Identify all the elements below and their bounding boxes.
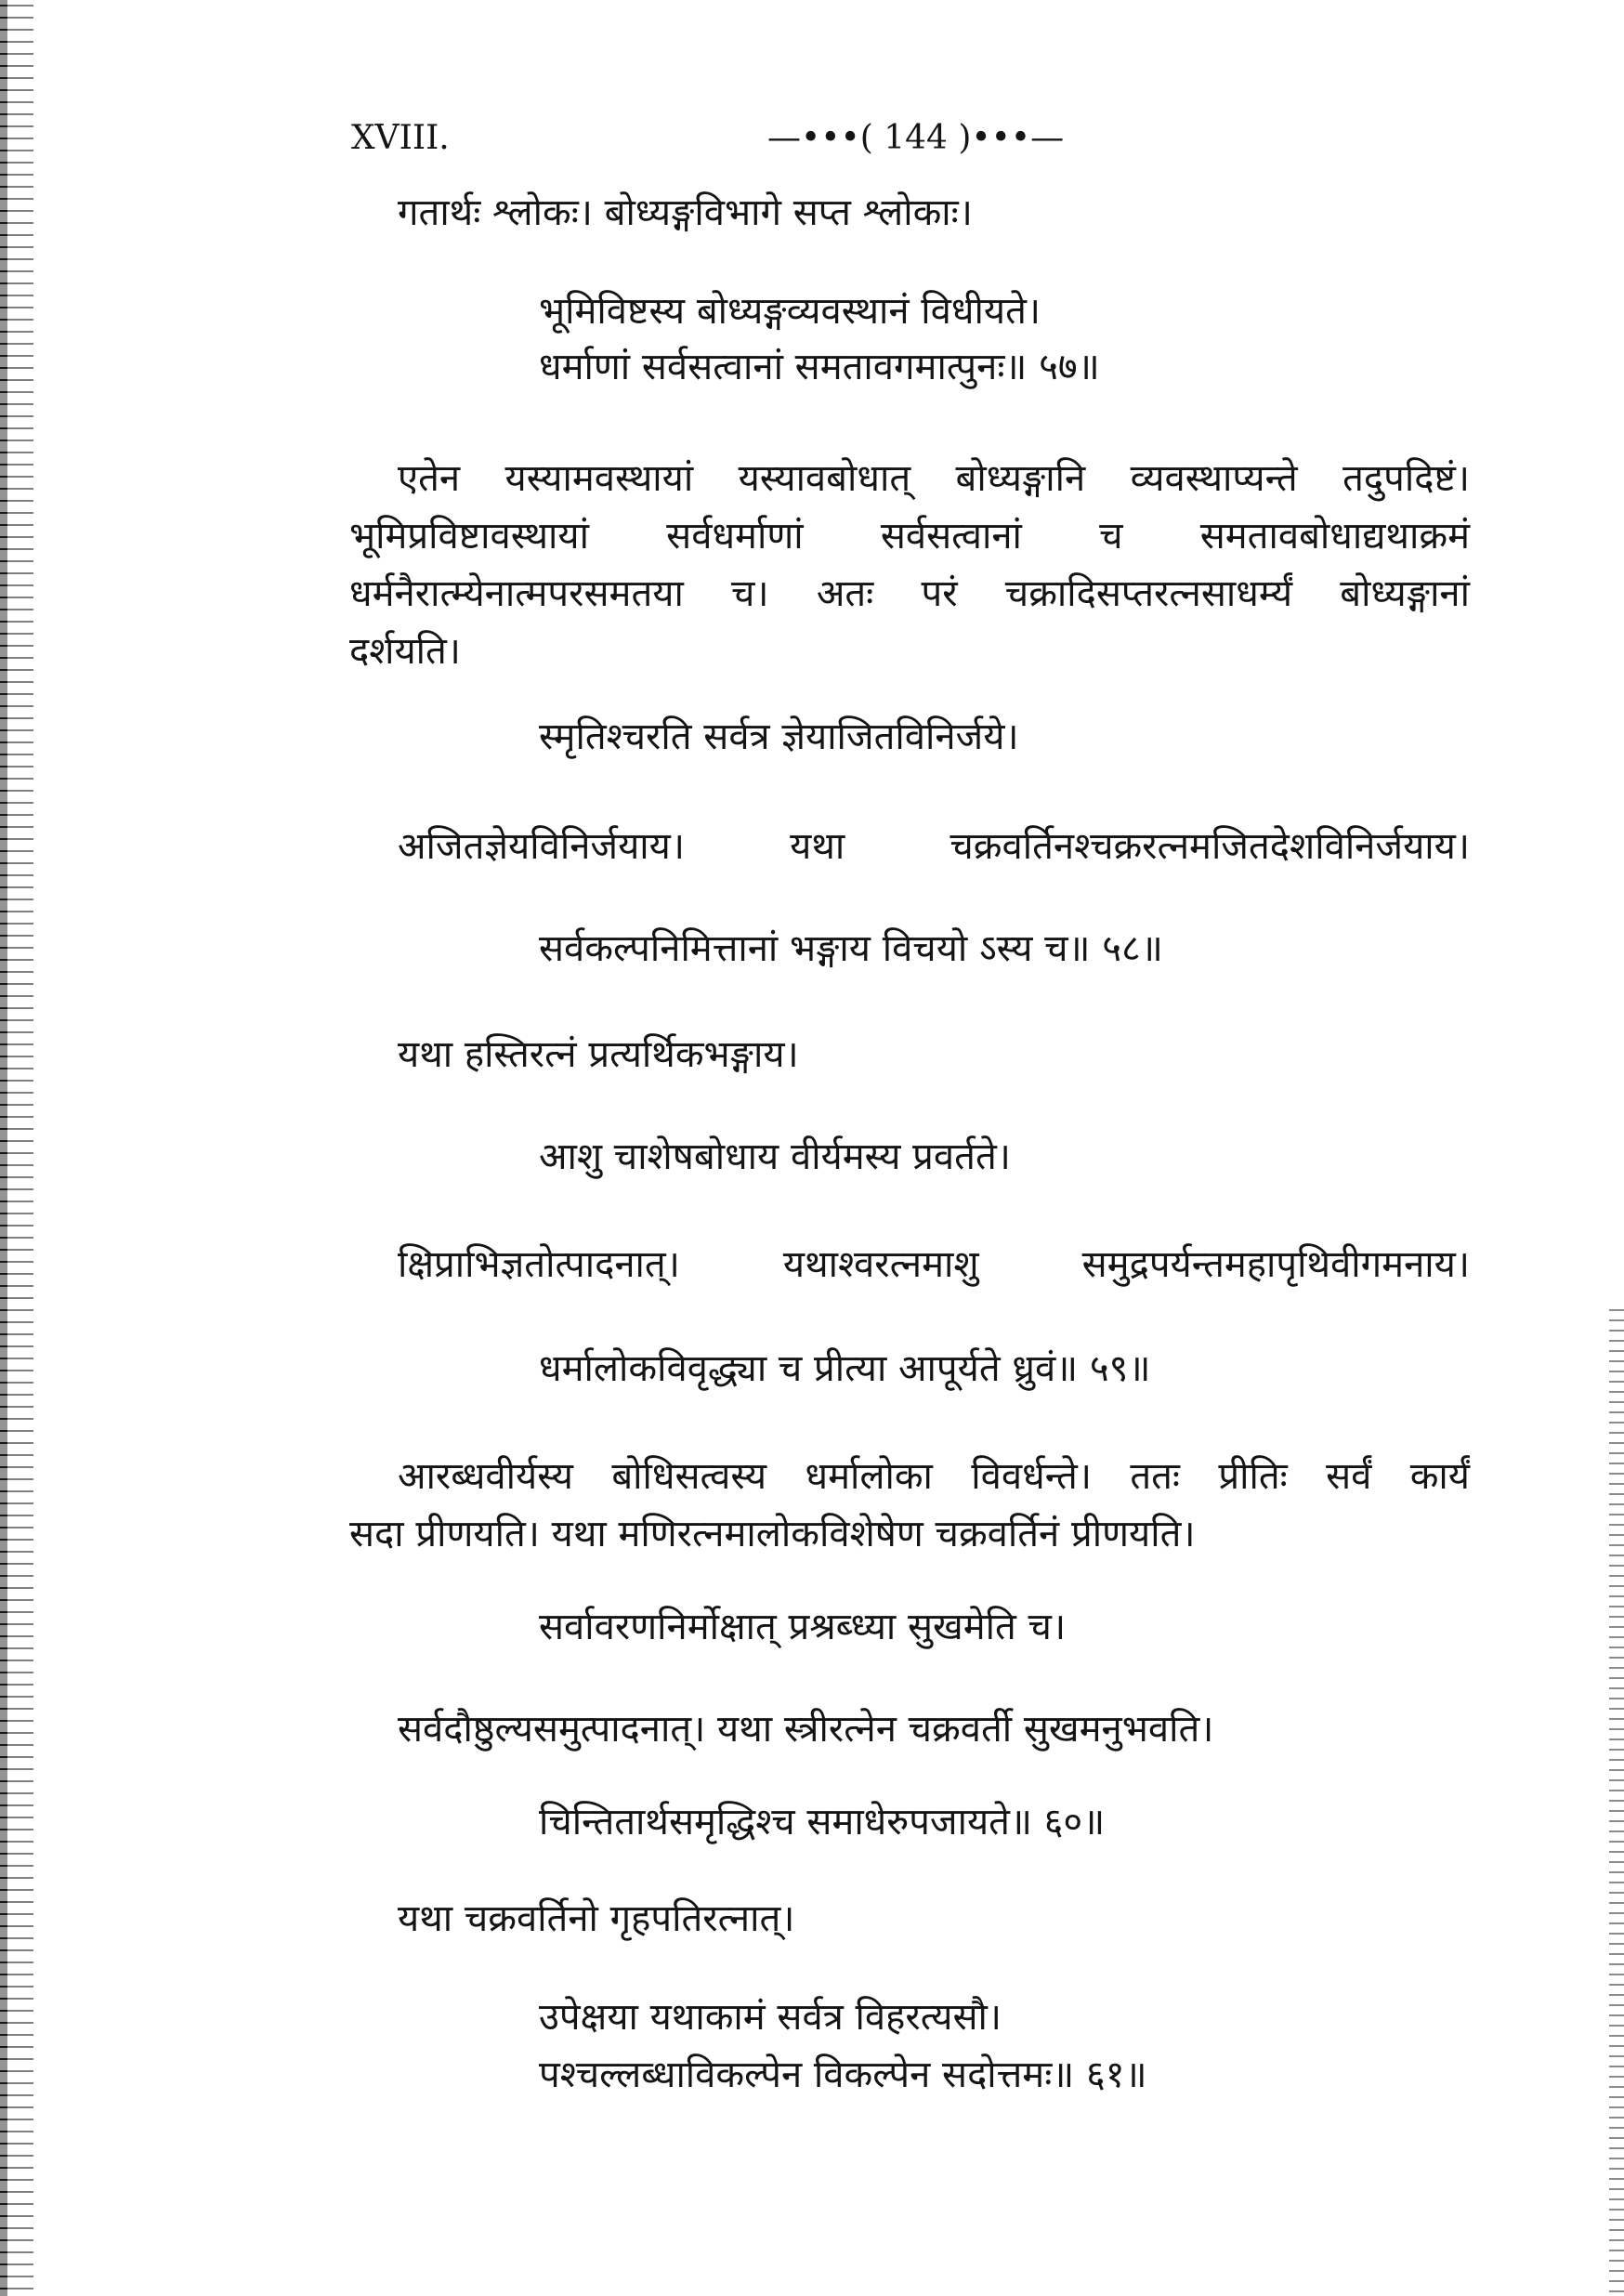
commentary-line: आरब्धवीर्यस्य बोधिसत्वस्य धर्मालोका विवर्धन्ते। ततः प्रीतिः सर्वं कार्यं	[398, 1455, 1470, 1498]
commentary-line: सदा प्रीणयति। यथा मणिरत्नमालोकविशेषेण चक्रवर्तिनं प्रीणयति।	[349, 1513, 1196, 1555]
commentary-line: यथा चक्रवर्तिनो गृहपतिरत्नात्।	[398, 1897, 795, 1940]
commentary-line: यथा हस्तिरत्नं प्रत्यर्थिकभङ्गाय।	[398, 1033, 799, 1076]
commentary-line: एतेन यस्यामवस्थायां यस्यावबोधात् बोध्यङ्गानि व्यवस्थाप्यन्ते तदुपदिष्टं।	[398, 457, 1470, 500]
verse-line: सर्वकल्पनिमित्तानां भङ्गाय विचयो ऽस्य च॥ ५८॥	[539, 927, 1163, 970]
verse-line: धर्मालोकविवृद्ध्या च प्रीत्या आपूर्यते ध्रुवं॥ ५९॥	[539, 1347, 1151, 1390]
verse-line: भूमिविष्टस्य बोध्यङ्गव्यवस्थानं विधीयते।	[539, 290, 1041, 333]
verse-line: चिन्तितार्थसमृद्धिश्च समाधेरुपजायते॥ ६०॥	[539, 1801, 1106, 1843]
text-line: गतार्थः श्लोकः। बोध्यङ्गविभागे सप्त श्लोकाः।	[398, 191, 973, 234]
verse-line: स्मृतिश्चरति सर्वत्र ज्ञेयाजितविनिर्जये।	[539, 715, 1019, 758]
commentary-line: सर्वदौष्ठुल्यसमुत्पादनात्। यथा स्त्रीरत्नेन चक्रवर्ती सुखमनुभवति।	[398, 1708, 1214, 1751]
chapter-number: XVIII.	[351, 119, 450, 157]
verse-line: सर्वावरणनिर्मोक्षात् प्रश्रब्ध्या सुखमेति च।	[539, 1606, 1067, 1648]
commentary-line: दर्शयति।	[349, 630, 461, 673]
verse-line: उपेक्षया यथाकामं सर्वत्र विहरत्यसौ।	[539, 1996, 1002, 2039]
commentary-line: क्षिप्राभिज्ञतोत्पादनात्। यथाश्वरत्नमाशु समुद्रपर्यन्तमहापृथिवीगमनाय।	[398, 1243, 1470, 1286]
commentary-line: धर्मनैरात्म्येनात्मपरसमतया च। अतः परं चक्रादिसप्तरत्नसाधर्म्यं बोध्यङ्गानां	[349, 572, 1470, 615]
verse-line: धर्माणां सर्वसत्वानां समतावगमात्पुनः॥ ५७॥	[539, 346, 1100, 388]
scan-edge-left-dots	[0, 0, 33, 2296]
page-number: —•••( 144 )•••—	[767, 119, 1065, 157]
commentary-line: अजितज्ञेयविनिर्जयाय। यथा चक्रवर्तिनश्चक्ररत्नमजितदेशविनिर्जयाय।	[398, 825, 1470, 868]
verse-line: पश्चल्लब्धाविकल्पेन विकल्पेन सदोत्तमः॥ ६१॥	[539, 2053, 1147, 2096]
commentary-line: भूमिप्रविष्टावस्थायां सर्वधर्माणां सर्वसत्वानां च समतावबोधाद्यथाक्रमं	[349, 515, 1470, 558]
scan-edge-right-dots	[1609, 1301, 1624, 2296]
verse-line: आशु चाशेषबोधाय वीर्यमस्य प्रवर्तते।	[539, 1135, 1011, 1178]
